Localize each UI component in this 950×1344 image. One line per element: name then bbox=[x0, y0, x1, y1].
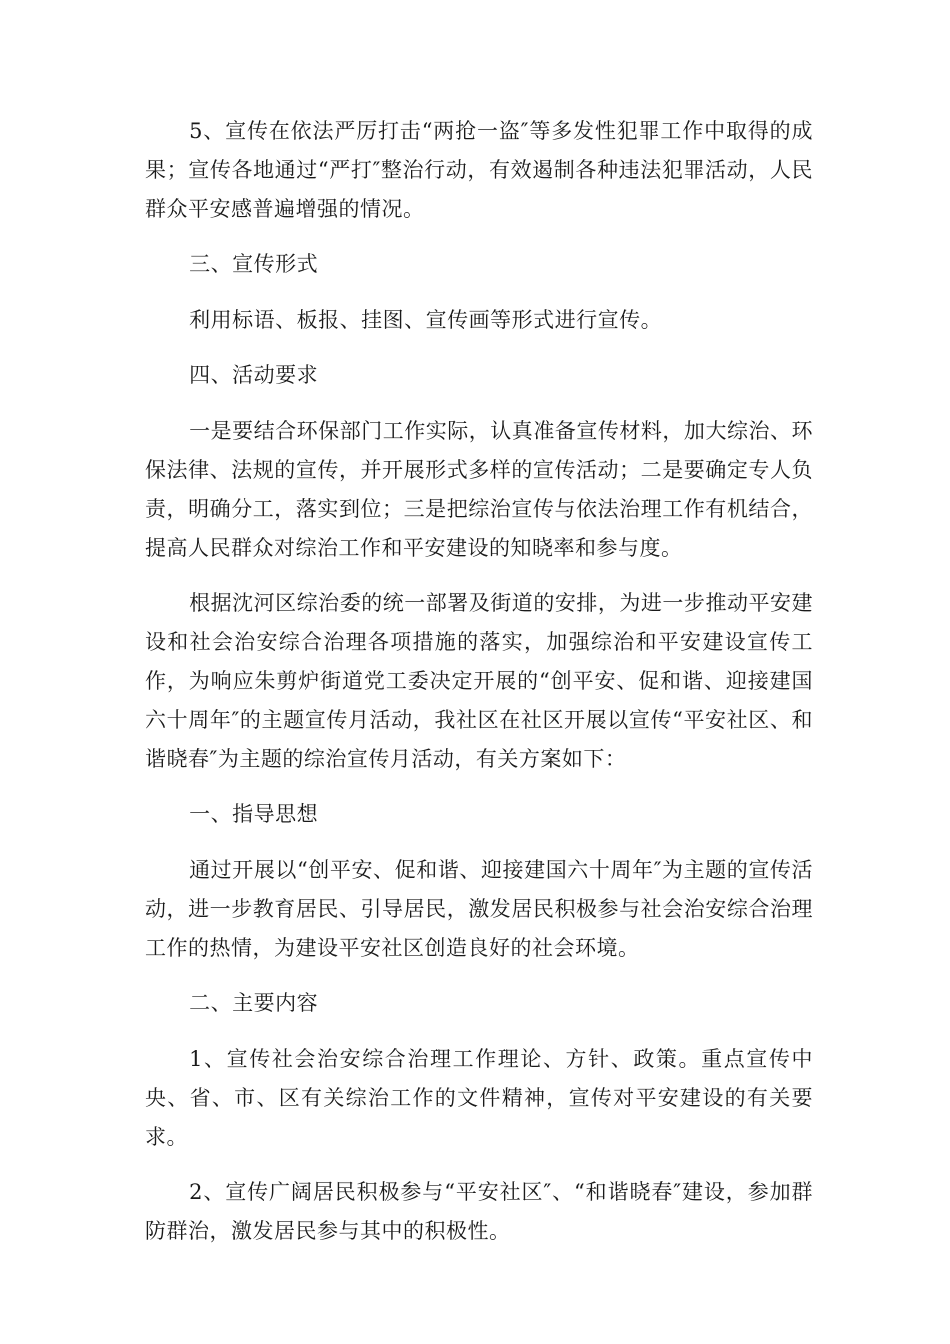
paragraph-item-2-participation: 2、宣传广阔居民积极参与“平安社区″、“和谐晓春″建设，参加群防群治，激发居民参与其中的积极性。 bbox=[145, 1180, 813, 1243]
paragraph-activity-requirements: 一是要结合环保部门工作实际，认真准备宣传材料，加大综治、环保法律、法规的宣传，并开展形式多样的宣传活动；二是要确定专人负责，明确分工，落实到位；三是把综治宣传与依法治理工作有机结合，提高人民群众对综治工作和平安建设的知晓率和参与度。 bbox=[145, 419, 813, 560]
paragraph-item-1-theory: 1、宣传社会治安综合治理工作理论、方针、政策。重点宣传中央、省、市、区有关综治工作的文件精神，宣传对平安建设的有关要求。 bbox=[145, 1047, 813, 1149]
section-heading-publicity-forms: 三、宣传形式 bbox=[189, 252, 319, 276]
paragraph-introduction: 根据沈河区综治委的统一部署及街道的安排，为进一步推动平安建设和社会治安综合治理各项措施的落实，加强综治和平安建设宣传工作，为响应朱剪炉街道党工委决定开展的“创平安、促和谐、迎接建国六十周年″的主题宣传月活动，我社区在社区开展以宣传“平安社区、和谐晓春″为主题的综治宣传月活动，有关方案如下： bbox=[145, 591, 813, 771]
paragraph-guiding-ideology: 通过开展以“创平安、促和谐、迎接建国六十周年″为主题的宣传活动，进一步教育居民、引导居民，激发居民积极参与社会治安综合治理工作的热情，为建设平安社区创造良好的社会环境。 bbox=[145, 858, 813, 960]
document-body bbox=[145, 112, 813, 1267]
section-heading-guiding-ideology: 一、指导思想 bbox=[189, 802, 319, 826]
section-heading-main-content: 二、主要内容 bbox=[189, 991, 319, 1015]
paragraph-item-5-achievements: 5、宣传在依法严厉打击“两抢一盗″等多发性犯罪工作中取得的成果；宣传各地通过“严打″整治行动，有效遏制各种违法犯罪活动，人民群众平安感普遍增强的情况。 bbox=[145, 119, 813, 221]
section-heading-activity-requirements: 四、活动要求 bbox=[189, 363, 319, 387]
paragraph-publicity-forms: 利用标语、板报、挂图、宣传画等形式进行宣传。 bbox=[189, 308, 663, 332]
